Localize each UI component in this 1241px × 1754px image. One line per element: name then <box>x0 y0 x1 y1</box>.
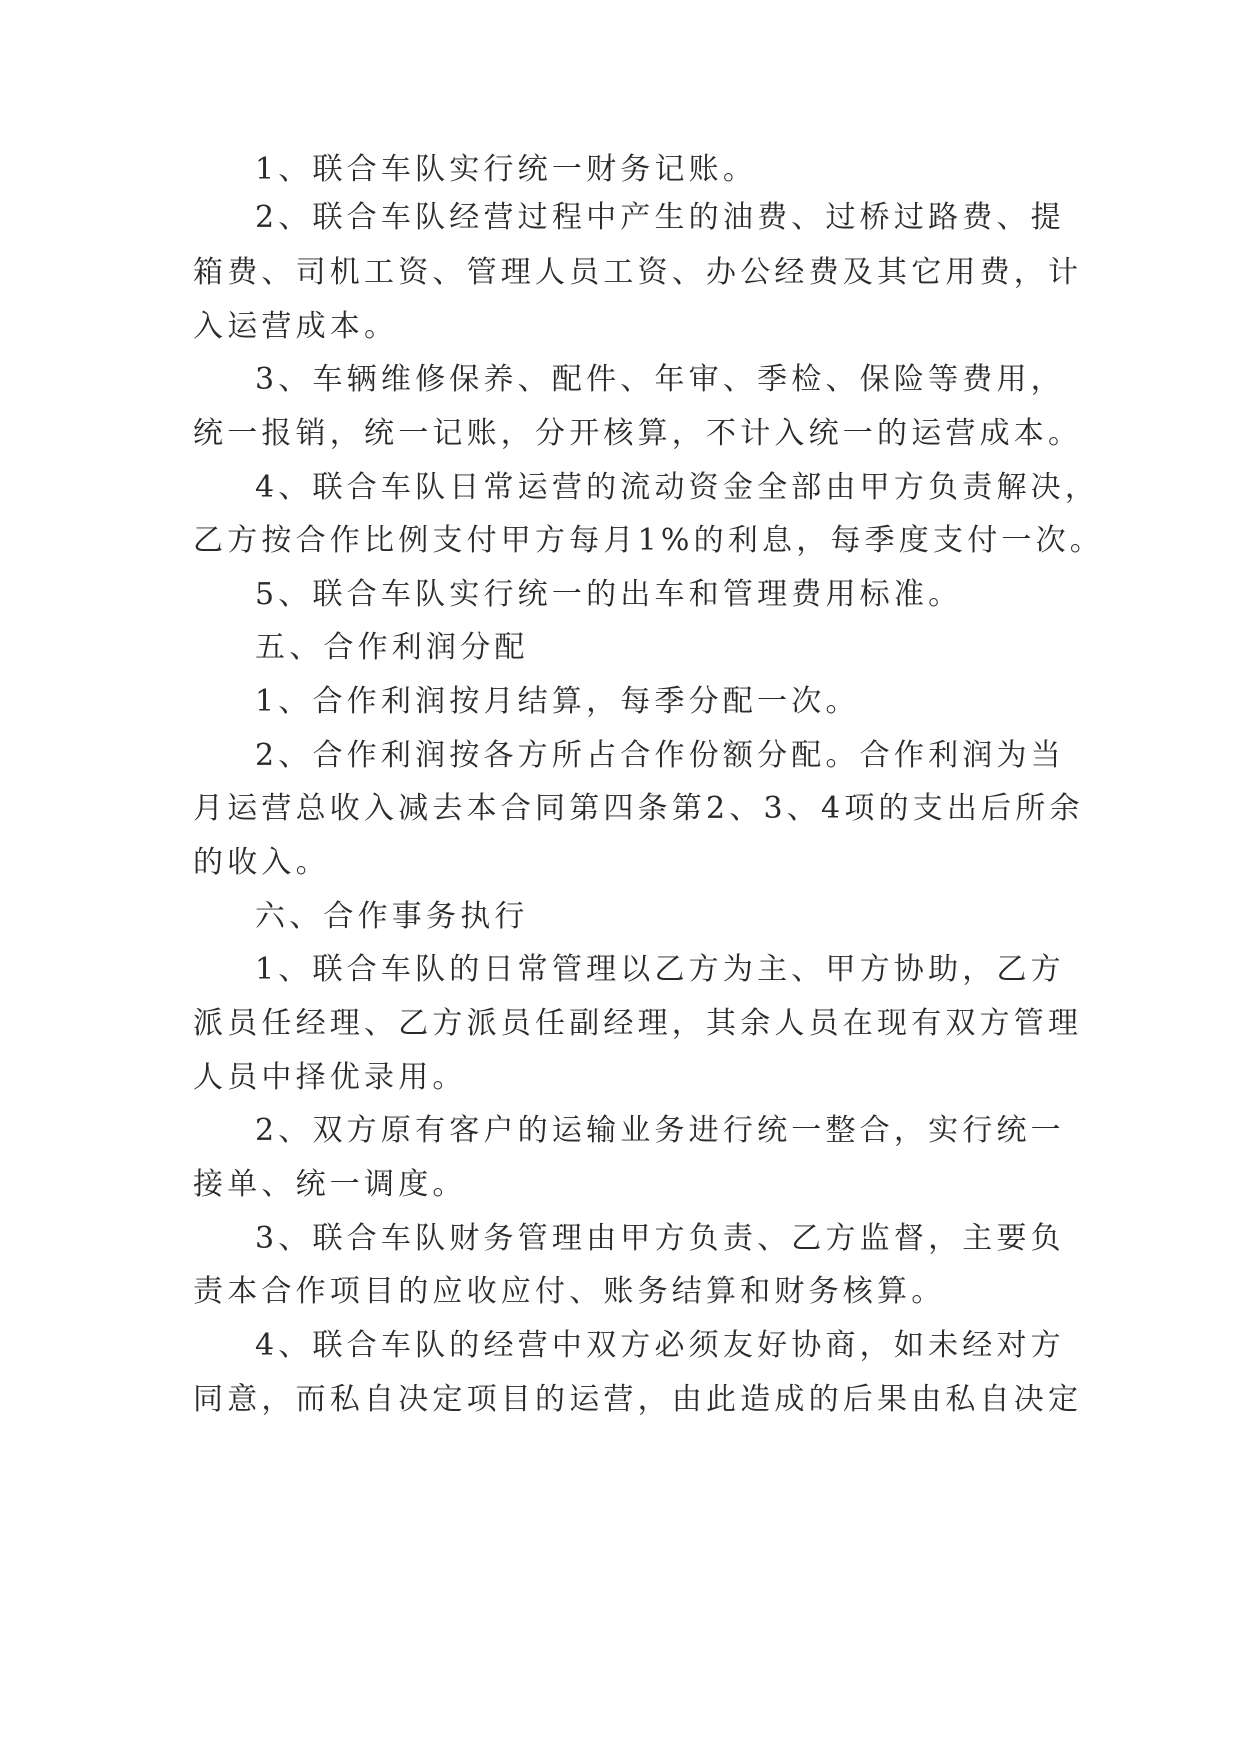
text-line: 1、联合车队的日常管理以乙方为主、甲方协助，乙方 <box>255 952 1065 987</box>
text-line: 箱费、司机工资、管理人员工资、办公经费及其它用费，计 <box>193 255 1083 290</box>
text-line: 接单、统一调度。 <box>193 1167 467 1202</box>
text-line: 2、联合车队经营过程中产生的油费、过桥过路费、提 <box>255 200 1065 235</box>
section-heading: 五、合作利润分配 <box>255 630 529 665</box>
text-line: 5、联合车队实行统一的出车和管理费用标准。 <box>255 577 963 612</box>
text-line: 4、联合车队日常运营的流动资金全部由甲方负责解决， <box>255 470 1100 505</box>
text-line: 的收入。 <box>193 845 330 880</box>
text-line: 责本合作项目的应收应付、账务结算和财务核算。 <box>193 1274 946 1309</box>
text-line: 统一报销，统一记账，分开核算，不计入统一的运营成本。 <box>193 416 1083 451</box>
text-line: 3、车辆维修保养、配件、年审、季检、保险等费用， <box>255 362 1065 397</box>
text-line: 2、合作利润按各方所占合作份额分配。合作利润为当 <box>255 738 1065 773</box>
text-line: 同意，而私自决定项目的运营，由此造成的后果由私自决定 <box>193 1382 1083 1417</box>
text-line: 月运营总收入减去本合同第四条第2、3、4项的支出后所余 <box>193 791 1084 826</box>
text-line: 乙方按合作比例支付甲方每月1%的利息，每季度支付一次。 <box>193 523 1104 558</box>
text-line: 入运营成本。 <box>193 309 399 344</box>
section-heading: 六、合作事务执行 <box>255 899 529 934</box>
text-line: 1、联合车队实行统一财务记账。 <box>255 152 758 187</box>
text-line: 3、联合车队财务管理由甲方负责、乙方监督，主要负 <box>255 1221 1065 1256</box>
text-line: 1、合作利润按月结算，每季分配一次。 <box>255 684 860 719</box>
text-line: 人员中择优录用。 <box>193 1060 467 1095</box>
text-line: 4、联合车队的经营中双方必须友好协商，如未经对方 <box>255 1328 1065 1363</box>
text-line: 2、双方原有客户的运输业务进行统一整合，实行统一 <box>255 1113 1065 1148</box>
text-line: 派员任经理、乙方派员任副经理，其余人员在现有双方管理 <box>193 1006 1083 1041</box>
